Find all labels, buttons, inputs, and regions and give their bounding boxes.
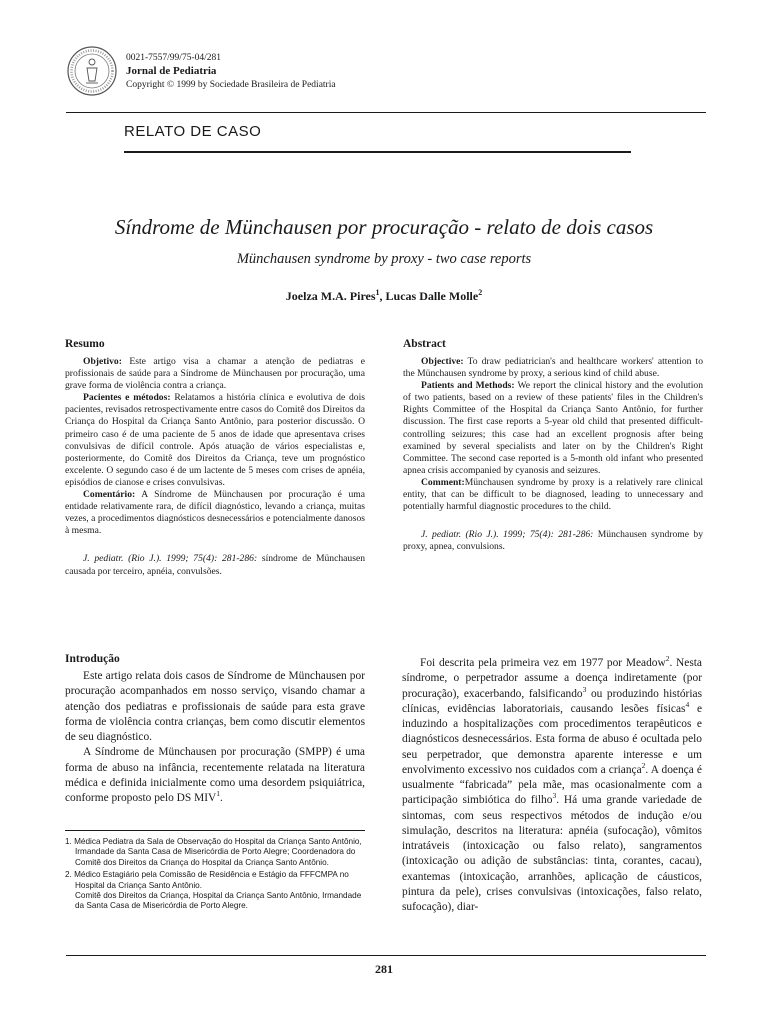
right-ref-2: 3 (582, 684, 587, 694)
page-number: 281 (375, 962, 393, 976)
footnotes (65, 837, 365, 912)
author-1: Joelza M.A. Pires (285, 289, 376, 303)
intro-p2-ref: 1 (216, 789, 220, 799)
resumo-citation (65, 553, 365, 577)
copyright: Copyright © 1999 by Sociedade Brasileira de Pediatria (126, 80, 336, 90)
abstract-comment-text: Münchausen syndrome by proxy is a relatively rare clinical entity, that can be difficult to be diagnosed, leading to unnecessary and potentially harmful diagnostic procedures to the child. (403, 476, 703, 513)
abstract-objective-text: To draw pediatrician's and healthcare workers' attention to the Münchausen syndrome by proxy, a serious kind of child abuse. (403, 356, 703, 380)
resumo-heading: Resumo (65, 338, 105, 350)
authors (0, 288, 768, 304)
resumo-citation-ref: J. pediatr. (Rio J.). 1999; 75(4): 281-286: (83, 553, 258, 565)
resumo-objetivo-label: Objetivo: (83, 356, 122, 367)
abstract-objective (403, 356, 703, 380)
abstract-citation (403, 529, 703, 553)
right-column-body (402, 656, 702, 915)
abstract-citation-ref: J. pediatr. (Rio J.). 1999; 75(4): 281-286: (421, 529, 594, 541)
abstract-methods (403, 380, 703, 477)
intro-section (65, 653, 365, 806)
author-separator: , (379, 289, 386, 303)
resumo-objetivo-text: Este artigo visa a chamar a atenção de pediatras e profissionais de saúde para a Síndrome de Münchausen por procuração, uma grave forma de violência contra a criança. (65, 356, 365, 392)
right-text-1: Foi descrita pela primeira vez em 1977 por Meadow (420, 657, 666, 669)
author-2: Lucas Dalle Molle (385, 289, 479, 303)
intro-body (65, 669, 365, 806)
journal-seal-logo (66, 45, 118, 97)
abstract-keywords: Münchausen syndrome by proxy, apnea, convulsions. (403, 529, 703, 553)
right-ref-4: 2 (641, 760, 646, 770)
issn: 0021-7557/99/75-04/281 (126, 53, 221, 63)
footnote-3: Comitê dos Direitos da Criança, Hospital da Criança Santo Antônio, Irmandade da Santa Casa de Misericórdia de Porto Alegre. (75, 891, 362, 911)
footer-rule (66, 955, 706, 956)
right-ref-1: 2 (665, 654, 670, 664)
section-label: RELATO DE CASO (124, 123, 262, 140)
abstract-body (403, 356, 703, 513)
resumo-comentario-label: Comentário: (83, 489, 136, 501)
title-en: Münchausen syndrome by proxy - two case reports (236, 251, 532, 267)
resumo-section (65, 338, 365, 578)
title-pt: Síndrome de Münchausen por procuração - relato de dois casos (114, 215, 654, 239)
abstract-comment-label: Comment: (421, 476, 465, 488)
intro-p2-text: A Síndrome de Münchausen por procuração (SMPP) é uma forma de abuso na infância, recentemente relatada na literatura médica e definida inicialmente como uma desordem psiquiátrica, conforme proposto pelo DS MIV (65, 746, 365, 804)
abstract-objective-label: Objective: (421, 356, 464, 367)
footnote-1: 1. Médica Pediatra da Sala de Observação do Hospital da Criança Santo Antônio, Irmandade da Santa Casa de Misericórdia de Porto Alegre; Coordenadora do Comitê dos Direitos da Criança do Hospital da Criança Santo Antônio. (65, 837, 362, 867)
abstract-methods-label: Patients and Methods: (421, 380, 515, 392)
resumo-body (65, 356, 365, 537)
right-text-3: ou produzindo histórias clínicas, evidências laboratoriais, causando lesões físicas (402, 687, 702, 715)
abstract-methods-text: We report the clinical history and the evolution of two patients, based on a review of these patients' files in the Children's Rights Committee of the Hospital da Criança Santo Antônio, for further discussion. The first case reports a 5-year old child that presented difficult-controlling seizures; this case had an excellent prognosis after being examined by several specialists and later on by the Children's Right Committee. The second case reported is a 5-month old infant who presented apnea crisis accompanied by cyanosis and seizures. (403, 380, 703, 476)
right-ref-5: 3 (552, 791, 557, 801)
resumo-comentario-text: A Síndrome de Münchausen por procuração é uma entidade relativamente rara, de difícil diagnóstico, levando a criança, muitas vezes, a procedimentos diagnósticos desnecessários e potencialmente danosos à mesma. (65, 489, 365, 537)
resumo-objetivo (65, 356, 365, 392)
right-paragraph (402, 656, 702, 915)
intro-p2-end: . (219, 792, 223, 804)
resumo-keywords: síndrome de Münchausen causada por terceiro, apnéia, convulsões. (65, 553, 365, 577)
right-text-6: . Há uma grande variedade de sintomas, com seus respectivos métodos de indução e/ou simulação, descritos na literatura: apnéia (sufocação), vômitos intratáveis (intoxicação ou falso relato), sangramentos (intoxicação ou adição de substâncias: tinta, corantes, cacau), exantemas (intoxicação, arranhões, aplicação de cáusticos, pintura da pele), crises convulsivas (intoxicações, falso relato, sufocação), diar- (402, 794, 702, 913)
author-1-ref: 1 (375, 288, 380, 297)
abstract-section (403, 338, 703, 553)
abstract-heading: Abstract (403, 338, 446, 350)
right-text-5: . A doença é usualmente “fabricada” pela mãe, mas ocasionalmente com a participação simbiótica do filho (402, 763, 702, 807)
right-ref-3: 4 (685, 699, 690, 709)
footnote-2: 2. Médico Estagiário pela Comissão de Residência e Estágio da FFFCMPA no Hospital da Criança Santo Antônio. (65, 870, 349, 890)
journal-name: Jornal de Pediatria (126, 65, 217, 77)
intro-p2 (65, 745, 365, 806)
abstract-comment (403, 477, 703, 513)
section-rule (124, 151, 631, 153)
footnote-rule (65, 830, 365, 831)
author-2-ref: 2 (478, 288, 483, 297)
header-rule (66, 112, 706, 113)
intro-heading: Introdução (65, 653, 120, 665)
resumo-metodos-text: Relatamos a história clínica e evolutiva de dois pacientes, revisados retrospectivamente entre casos do Comitê dos Direitos da Criança do Hospital da Criança Santo Antônio, para posterior discussão. O primeiro caso é de uma paciente de 5 anos de idade que apresentava crises convulsivas de difícil controle. Após atuação de vários especialistas e, posteriormente, do Comitê dos Direitos da Criança, teve um prognóstico excelente. O segundo caso é de um lactente de 5 meses com crises de apnéia, episódios de cianose e crises convulsivas. (65, 392, 365, 488)
resumo-metodos-label: Pacientes e métodos: (83, 392, 171, 404)
resumo-metodos (65, 392, 365, 489)
seal-icon (66, 45, 118, 97)
right-text-4: e induzindo a hospitalizações com procedimentos terapêuticos e diagnósticos desnecessários. Esta forma de abuso é ocultada pelo seu perpetrador, que demonstra aparente interesse e um envolvimento excessivo nos cuidados com a criança (402, 702, 703, 776)
right-text-2: . Nesta síndrome, o perpetrador assume a doença indiretamente (por procuração), exacerbando, falsificando (402, 657, 702, 700)
intro-p1: Este artigo relata dois casos de Síndrome de Münchausen por procuração acompanhados em nosso serviço, visando chamar a atenção dos pediatras e profissionais de saúde para esta grave forma de violência contra crianças, bem como discutir elementos de seu diagnóstico. (65, 670, 365, 743)
resumo-comentario (65, 489, 365, 537)
